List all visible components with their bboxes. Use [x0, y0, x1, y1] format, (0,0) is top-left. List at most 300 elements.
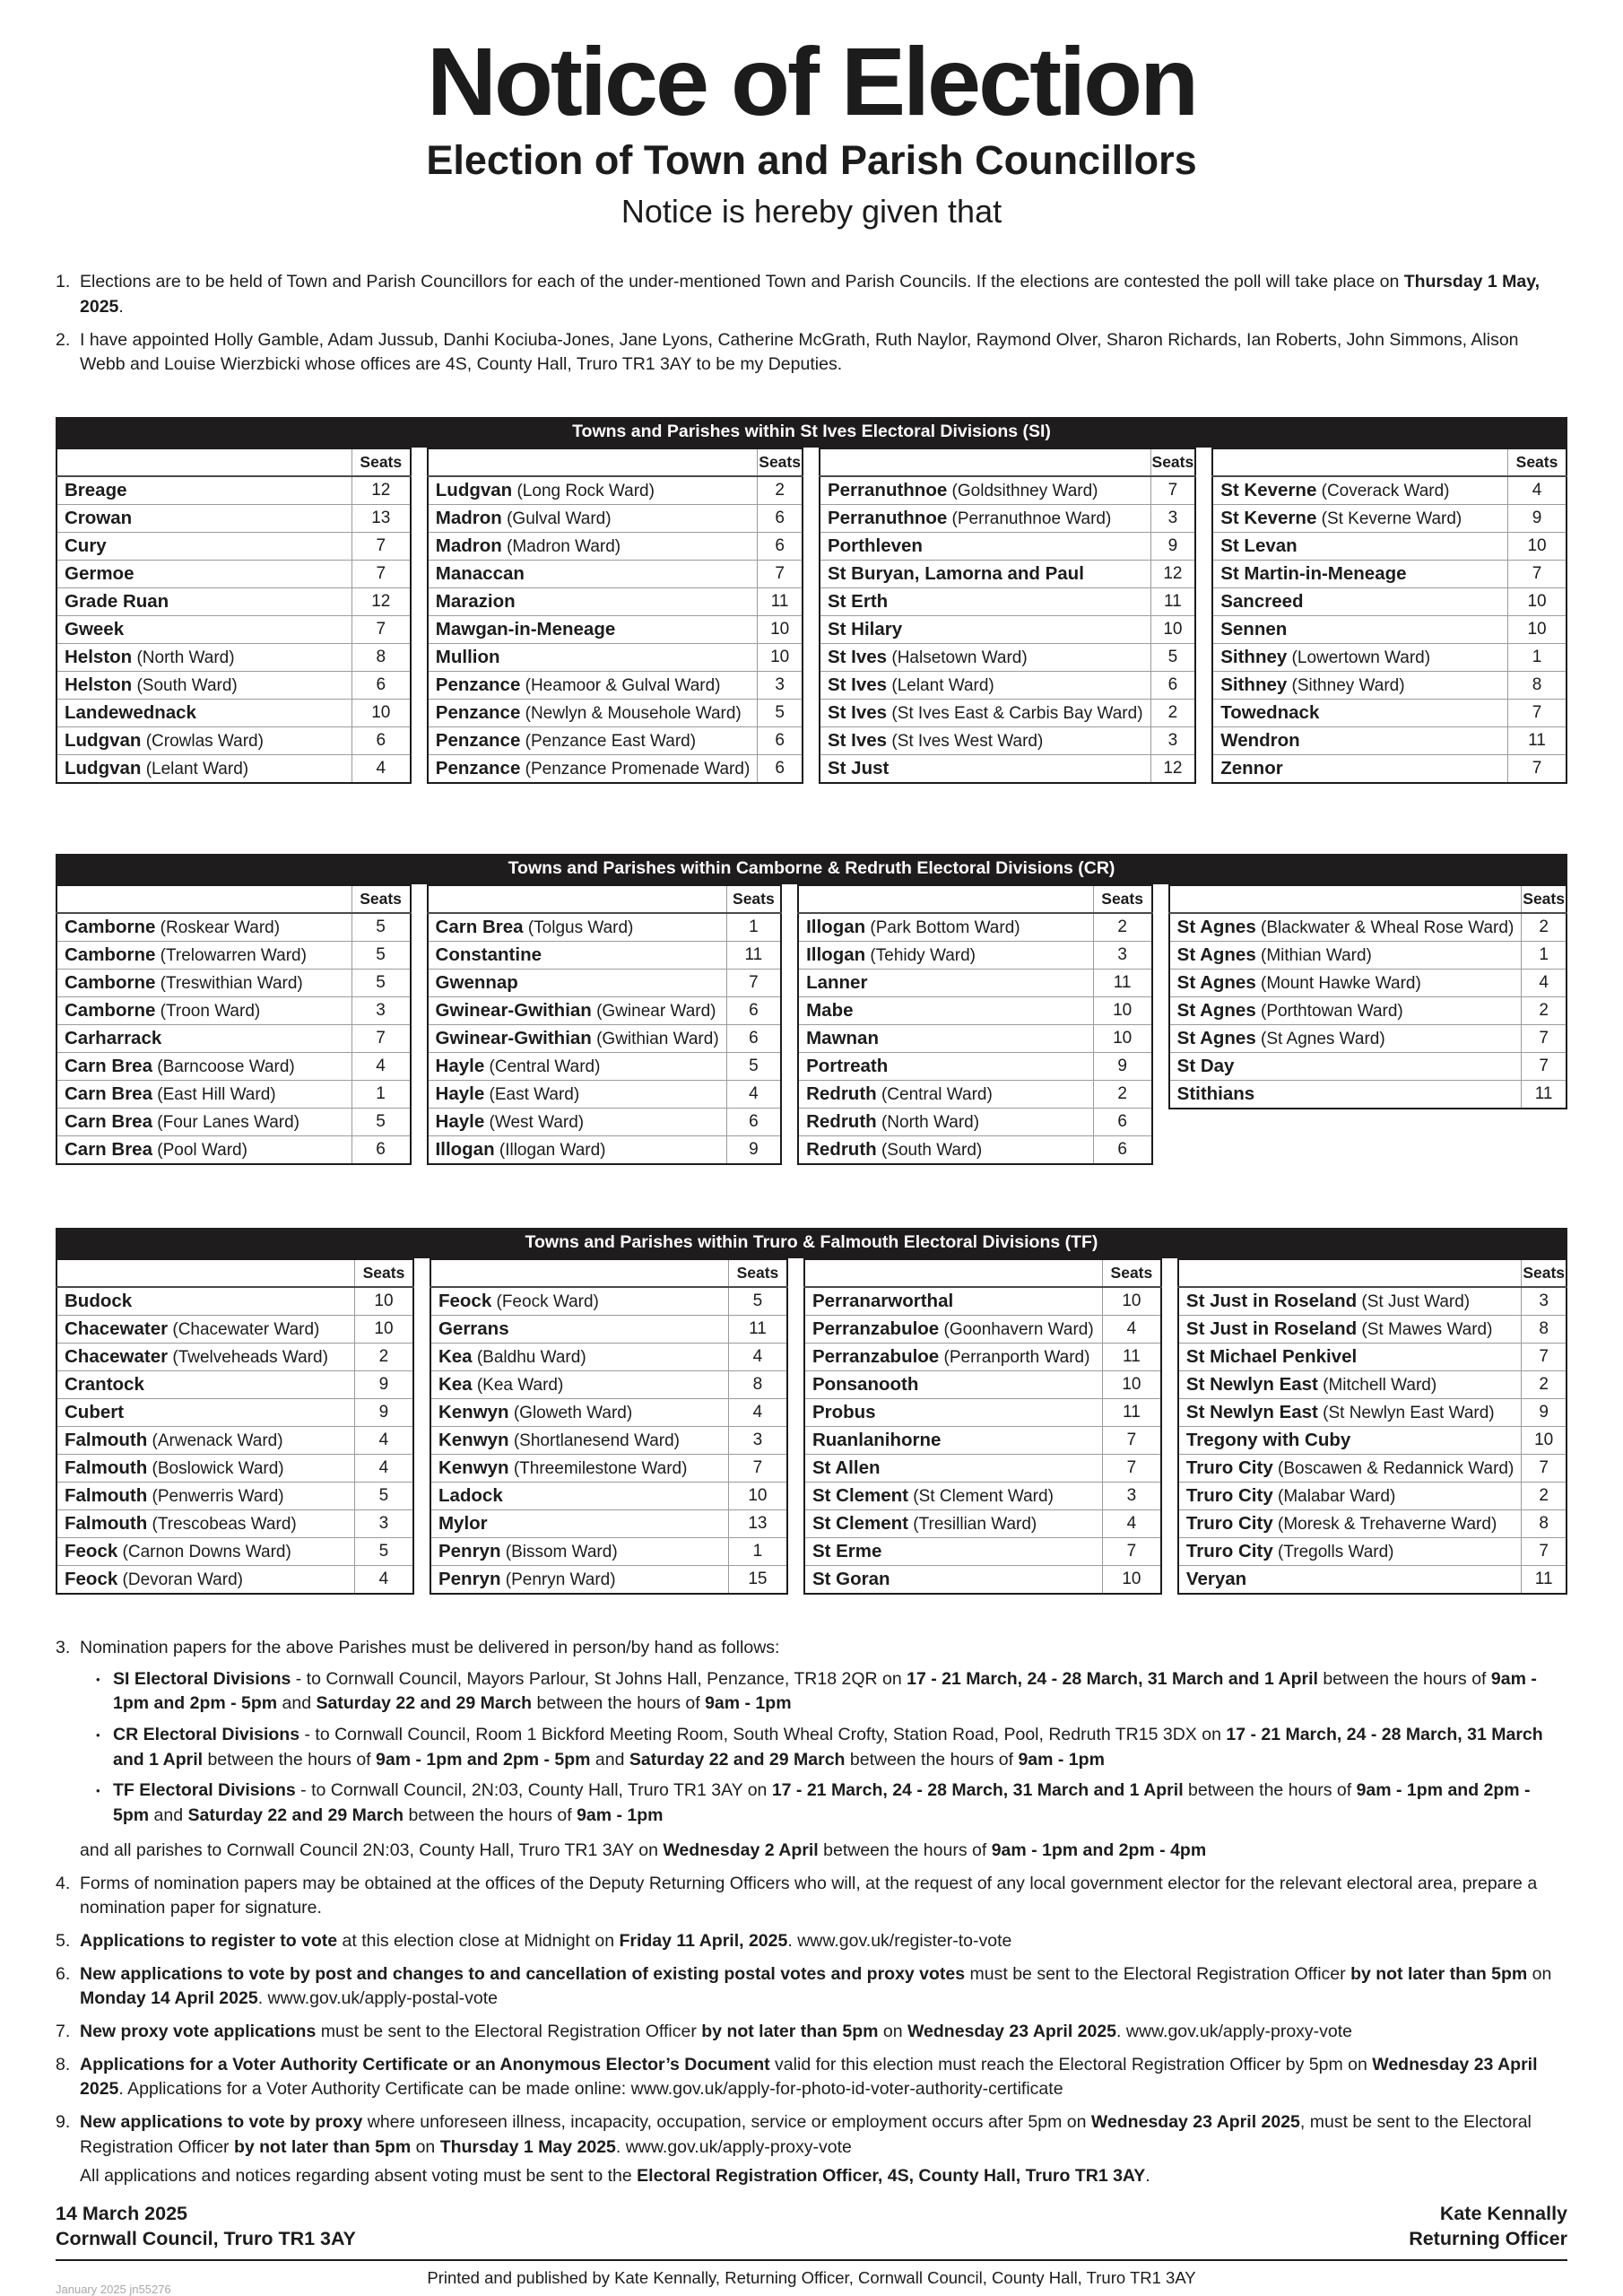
- seats-count: 9: [1508, 505, 1567, 533]
- seats-count: 7: [1522, 1455, 1567, 1483]
- parish-name: Camborne: [65, 917, 156, 937]
- parish-name: St Erme: [812, 1541, 882, 1561]
- seats-count: 10: [1093, 997, 1152, 1025]
- ward-name: (Gulval Ward): [501, 509, 612, 528]
- seats-count: 6: [758, 505, 803, 533]
- seats-count: 10: [354, 1316, 413, 1344]
- ward-name: (Boscawen & Redannick Ward): [1272, 1459, 1515, 1478]
- parish-column-header: [1212, 448, 1507, 476]
- seats-count: 4: [352, 1053, 411, 1081]
- seats-count: 7: [1150, 476, 1195, 505]
- seats-count: 6: [726, 1109, 781, 1136]
- seats-count: 9: [1093, 1053, 1152, 1081]
- parish-name: Ponsanooth: [812, 1374, 919, 1395]
- ward-name: (Mitchell Ward): [1317, 1376, 1437, 1395]
- paragraph-6: [56, 1962, 1567, 2012]
- parish-name: St Newlyn East: [1185, 1374, 1318, 1395]
- ward-name: (Central Ward): [876, 1085, 993, 1104]
- seats-count: 10: [1508, 588, 1567, 616]
- ward-name: (Devoran Ward): [117, 1570, 243, 1589]
- ward-name: (Illogan Ward): [494, 1141, 606, 1160]
- seats-count: 3: [758, 672, 803, 700]
- seats-count: 7: [352, 561, 411, 588]
- ward-name: (Four Lanes Ward): [152, 1113, 300, 1132]
- seats-count: 9: [726, 1136, 781, 1165]
- parish-row: [428, 616, 803, 644]
- parish-name: Feock: [65, 1569, 118, 1589]
- paragraph-text: Nomination papers for the above Parishes must be delivered in person/by hand as follows:: [80, 1638, 780, 1657]
- parish-name: Perranzabuloe: [812, 1346, 940, 1367]
- ward-name: (Troon Ward): [155, 1002, 261, 1021]
- seats-count: 6: [726, 997, 781, 1025]
- parish-row: [56, 1510, 413, 1538]
- parish-name: Ruanlanihorne: [812, 1430, 942, 1450]
- seats-count: 7: [1522, 1053, 1567, 1081]
- seats-count: 5: [354, 1538, 413, 1566]
- st-ives-divisions-table: [56, 417, 1567, 784]
- parish-name: Kea: [438, 1374, 473, 1395]
- table-column-group: [803, 1258, 1162, 1595]
- parish-row: [428, 561, 803, 588]
- seats-count: 5: [352, 913, 411, 942]
- parish-row: [798, 997, 1152, 1025]
- parish-name: Illogan: [806, 917, 866, 937]
- parish-name: St Goran: [812, 1569, 890, 1589]
- parish-row: [1178, 1316, 1567, 1344]
- ward-name: (Tehidy Ward): [865, 946, 976, 965]
- parish-row: [428, 505, 803, 533]
- ward-name: (Twelveheads Ward): [168, 1348, 328, 1367]
- ward-name: (Perranporth Ward): [939, 1348, 1090, 1367]
- ward-name: (Gwinear Ward): [591, 1002, 716, 1021]
- paragraph-1: [56, 270, 1567, 319]
- paragraph-text: Applications to register to vote at this election close at Midnight on Friday 11 April, 2025. www.gov.uk/register-to-vote: [80, 1930, 1012, 1951]
- parish-row: [430, 1427, 787, 1455]
- parish-name: Kenwyn: [438, 1402, 509, 1422]
- paragraph-5: [56, 1929, 1567, 1954]
- parish-row: [1169, 1025, 1567, 1053]
- parish-column-header: [56, 885, 352, 913]
- table-column-group: [427, 448, 803, 784]
- ward-name: (South Ward): [132, 676, 238, 695]
- parish-name: Illogan: [435, 1139, 495, 1160]
- table-title: Towns and Parishes within Camborne & Redruth Electoral Divisions (CR): [56, 854, 1567, 884]
- parish-row: [1212, 476, 1567, 505]
- parish-name: St Keverne: [1220, 508, 1317, 528]
- parish-row: [1212, 755, 1567, 784]
- parish-name: Falmouth: [65, 1457, 148, 1478]
- parish-name: Grade Ruan: [65, 591, 169, 612]
- parish-name: Hayle: [435, 1056, 485, 1076]
- ward-name: (Carnon Downs Ward): [117, 1543, 291, 1561]
- paragraph-text: New applications to vote by proxy where unforeseen illness, incapacity, occupation, service or employment occurs after 5pm on Wednesday 23 April 2025, must be sent to the Electoral Registration Officer by not later than 5pm on Thursday 1 May 2025. www.gov.uk/apply-proxy-vote: [80, 2112, 1532, 2157]
- parish-name: Tregony with Cuby: [1185, 1430, 1351, 1450]
- parish-row: [1169, 970, 1567, 997]
- ward-name: (Threemilestone Ward): [508, 1459, 688, 1478]
- parish-seats-table: [1168, 884, 1567, 1109]
- bullet-text: TF Electoral Divisions - to Cornwall Council, 2N:03, County Hall, Truro TR1 3AY on 17 - 21 March, 24 - 28 March, 31 March and 1 April between the hours of 9am - 1pm and 2pm - 5pm and Saturday 22 and 29 March between the hours of 9am - 1pm: [113, 1780, 1531, 1826]
- parish-name: St Agnes: [1176, 1028, 1256, 1048]
- seats-count: 7: [1102, 1427, 1161, 1455]
- parish-row: [430, 1483, 787, 1510]
- parish-name: Camborne: [65, 972, 156, 993]
- parish-seats-table: [427, 884, 783, 1165]
- parish-name: Camborne: [65, 1000, 156, 1021]
- bullet-text: CR Electoral Divisions - to Cornwall Council, Room 1 Bickford Meeting Room, South Wheal Crofty, Station Road, Pool, Redruth TR15 3DX on 17 - 21 March, 24 - 28 March, 31 March and 1 April between the hours of 9am - 1pm and 2pm - 5pm and Saturday 22 and 29 March between the hours of 9am - 1pm: [113, 1725, 1543, 1770]
- seats-count: 4: [352, 755, 411, 784]
- parish-name: Truro City: [1185, 1513, 1273, 1534]
- parish-row: [1169, 997, 1567, 1025]
- parish-row: [804, 1287, 1161, 1316]
- parish-row: [56, 1053, 411, 1081]
- ward-name: (Treswithian Ward): [155, 974, 303, 993]
- seats-count: 6: [726, 1025, 781, 1053]
- parish-row: [1212, 644, 1567, 672]
- parish-row: [56, 1287, 413, 1316]
- seats-column-header: Seats: [728, 1259, 787, 1287]
- parish-row: [430, 1510, 787, 1538]
- bullet-cr-divisions: [96, 1723, 1567, 1772]
- seats-count: 8: [1522, 1316, 1567, 1344]
- ward-name: (Penzance Promenade Ward): [520, 760, 751, 778]
- parish-name: Kea: [438, 1346, 473, 1367]
- parish-row: [428, 588, 803, 616]
- parish-row: [804, 1455, 1161, 1483]
- parish-row: [430, 1287, 787, 1316]
- seats-count: 10: [1102, 1566, 1161, 1595]
- paragraph-number: 2.: [56, 329, 71, 350]
- parish-name: Mawgan-in-Meneage: [435, 619, 616, 639]
- returning-officer-role: Returning Officer: [1409, 2228, 1567, 2249]
- parish-name: St Agnes: [1176, 944, 1256, 965]
- returning-officer-name: Kate Kennally: [1439, 2203, 1567, 2225]
- ward-name: (Coverack Ward): [1316, 482, 1450, 500]
- parish-column-header: [804, 1259, 1102, 1287]
- parish-row: [804, 1427, 1161, 1455]
- parish-name: Helston: [65, 647, 133, 667]
- table-column-group: [430, 1258, 788, 1595]
- parish-row: [56, 1399, 413, 1427]
- paragraph-8: [56, 2053, 1567, 2102]
- parish-row: [56, 672, 411, 700]
- seats-count: 9: [1522, 1399, 1567, 1427]
- parish-row: [820, 644, 1195, 672]
- parish-name: Falmouth: [65, 1485, 148, 1506]
- parish-seats-table: [56, 1258, 414, 1595]
- table-column-group: [56, 884, 412, 1165]
- parish-row: [1178, 1371, 1567, 1399]
- seats-count: 4: [1508, 476, 1567, 505]
- seats-count: 4: [728, 1399, 787, 1427]
- parish-name: Kenwyn: [438, 1430, 509, 1450]
- ward-name: (East Hill Ward): [152, 1085, 276, 1104]
- parish-row: [820, 672, 1195, 700]
- parish-name: Mawnan: [806, 1028, 879, 1048]
- bullet-icon: •: [96, 1728, 100, 1743]
- seats-count: 4: [728, 1344, 787, 1371]
- seats-column-header: Seats: [352, 448, 411, 476]
- ward-name: (Sithney Ward): [1287, 676, 1405, 695]
- parish-name: St Ives: [827, 730, 888, 751]
- parish-row: [430, 1371, 787, 1399]
- seats-count: 10: [352, 700, 411, 727]
- ward-name: (Penzance East Ward): [520, 732, 697, 751]
- parish-name: Porthleven: [827, 535, 923, 556]
- parish-row: [56, 700, 411, 727]
- parish-name: Helston: [65, 674, 133, 695]
- seats-column-header: Seats: [1522, 1259, 1567, 1287]
- paragraph-2: [56, 328, 1567, 378]
- parish-name: Penzance: [435, 702, 521, 723]
- seats-count: 10: [1508, 616, 1567, 644]
- ward-name: (Central Ward): [484, 1057, 601, 1076]
- parish-name: Sennen: [1220, 619, 1288, 639]
- ward-name: (West Ward): [484, 1113, 585, 1132]
- parish-name: Perranarworthal: [812, 1291, 954, 1311]
- parish-row: [56, 505, 411, 533]
- seats-count: 4: [354, 1566, 413, 1595]
- ward-name: (Goldsithney Ward): [947, 482, 1098, 500]
- parish-row: [428, 1081, 782, 1109]
- table-body: [56, 884, 1567, 1165]
- parish-row: [56, 588, 411, 616]
- ward-name: (Mithian Ward): [1255, 946, 1372, 965]
- parish-row: [798, 913, 1152, 942]
- parish-row: [1178, 1399, 1567, 1427]
- parish-name: Falmouth: [65, 1513, 148, 1534]
- parish-row: [56, 1136, 411, 1165]
- parish-name: Marazion: [435, 591, 516, 612]
- seats-count: 7: [1102, 1538, 1161, 1566]
- seats-count: 12: [1150, 755, 1195, 784]
- parish-name: Sancreed: [1220, 591, 1304, 612]
- seats-count: 6: [352, 1136, 411, 1165]
- paragraph-text: Elections are to be held of Town and Parish Councillors for each of the under-mentioned Town and Parish Councils. If the elections are contested the poll will take place on Thursday 1 May, 2025.: [80, 272, 1541, 317]
- parish-name: Chacewater: [65, 1346, 169, 1367]
- seats-count: 10: [758, 616, 803, 644]
- seats-count: 7: [726, 970, 781, 997]
- parish-row: [56, 644, 411, 672]
- table-body: [56, 448, 1567, 784]
- ward-name: (South Ward): [876, 1141, 983, 1160]
- seats-count: 11: [1093, 970, 1152, 997]
- parish-row: [430, 1399, 787, 1427]
- seats-count: 5: [352, 942, 411, 970]
- parish-row: [798, 1053, 1152, 1081]
- ward-name: (Moresk & Trehaverne Ward): [1272, 1515, 1497, 1534]
- parish-name: Kenwyn: [438, 1457, 509, 1478]
- seats-count: 10: [1093, 1025, 1152, 1053]
- ward-name: (Bissom Ward): [500, 1543, 618, 1561]
- parish-row: [430, 1316, 787, 1344]
- seats-count: 11: [1102, 1344, 1161, 1371]
- parish-name: Wendron: [1220, 730, 1300, 751]
- paragraph-text: New proxy vote applications must be sent to the Electoral Registration Officer by not later than 5pm on Wednesday 23 April 2025. www.gov.uk/apply-proxy-vote: [80, 2021, 1353, 2041]
- seats-column-header: Seats: [1102, 1259, 1161, 1287]
- bullet-icon: •: [96, 1784, 100, 1798]
- truro-falmouth-divisions-table: [56, 1228, 1567, 1595]
- parish-name: Cury: [65, 535, 107, 556]
- parish-row: [56, 1025, 411, 1053]
- seats-count: 2: [1522, 1371, 1567, 1399]
- ward-name: (Pool Ward): [152, 1141, 247, 1160]
- parish-name: Ladock: [438, 1485, 503, 1506]
- ward-name: (Porthtowan Ward): [1255, 1002, 1403, 1021]
- parish-row: [428, 970, 782, 997]
- ward-name: (Heamoor & Gulval Ward): [520, 676, 721, 695]
- parish-seats-table: [803, 1258, 1162, 1595]
- ward-name: (St Keverne Ward): [1316, 509, 1462, 528]
- parish-name: Redruth: [806, 1111, 877, 1132]
- ward-name: (Chacewater Ward): [168, 1320, 320, 1339]
- parish-row: [804, 1510, 1161, 1538]
- parish-row: [1212, 616, 1567, 644]
- parish-name: St Agnes: [1176, 972, 1256, 993]
- parish-name: St Hilary: [827, 619, 903, 639]
- parish-row: [56, 1455, 413, 1483]
- parish-row: [820, 533, 1195, 561]
- seats-count: 4: [1102, 1510, 1161, 1538]
- seats-count: 1: [1508, 644, 1567, 672]
- seats-count: 3: [1102, 1483, 1161, 1510]
- paragraph-3: [56, 1636, 1567, 1864]
- seats-count: 11: [1508, 727, 1567, 755]
- paragraph-text: Forms of nomination papers may be obtained at the offices of the Deputy Returning Officers who will, at the request of any local government elector for the relevant electoral area, prepare a nomination paper for signature.: [80, 1873, 1538, 1918]
- parish-row: [428, 533, 803, 561]
- ward-name: (Feock Ward): [491, 1292, 599, 1311]
- seats-count: 2: [758, 476, 803, 505]
- table-column-group: [56, 448, 412, 784]
- seats-count: 7: [352, 533, 411, 561]
- seats-column-header: Seats: [758, 448, 803, 476]
- parish-row: [820, 561, 1195, 588]
- parish-seats-table: [1177, 1258, 1567, 1595]
- seats-count: 7: [352, 1025, 411, 1053]
- parish-row: [1178, 1427, 1567, 1455]
- parish-row: [798, 1109, 1152, 1136]
- seats-column-header: Seats: [726, 885, 781, 913]
- seats-count: 4: [354, 1427, 413, 1455]
- seats-count: 1: [352, 1081, 411, 1109]
- parish-row: [1169, 1081, 1567, 1109]
- parish-name: Mabe: [806, 1000, 854, 1021]
- parish-column-header: [820, 448, 1150, 476]
- notice-date: 14 March 2025: [56, 2203, 188, 2225]
- table-column-group: [797, 884, 1153, 1165]
- parish-name: Hayle: [435, 1083, 485, 1104]
- seats-count: 2: [1522, 997, 1567, 1025]
- seats-count: 6: [1093, 1109, 1152, 1136]
- seats-count: 2: [1093, 913, 1152, 942]
- parish-row: [428, 1053, 782, 1081]
- parish-name: St Martin-in-Meneage: [1220, 563, 1407, 584]
- ward-name: (Gwithian Ward): [591, 1030, 719, 1048]
- parish-name: St Clement: [812, 1513, 909, 1534]
- council-address: Cornwall Council, Truro TR1 3AY: [56, 2228, 356, 2249]
- seats-count: 7: [352, 616, 411, 644]
- table-column-group: [427, 884, 783, 1165]
- ward-name: (Long Rock Ward): [512, 482, 655, 500]
- parish-row: [804, 1344, 1161, 1371]
- seats-count: 11: [1102, 1399, 1161, 1427]
- parish-name: Carn Brea: [65, 1111, 152, 1132]
- parish-row: [804, 1399, 1161, 1427]
- paragraph-number: 5.: [56, 1930, 71, 1951]
- ward-name: (Mount Hawke Ward): [1255, 974, 1421, 993]
- paragraph-text: Applications for a Voter Authority Certificate or an Anonymous Elector’s Document valid for this election must reach the Electoral Registration Officer by 5pm on Wednesday 23 April 2025. Applications for a Voter Authority Certificate can be made online: www.gov.uk/apply-for-photo-id-voter-authority-certificate: [80, 2054, 1538, 2100]
- seats-count: 3: [1093, 942, 1152, 970]
- parish-name: Redruth: [806, 1139, 877, 1160]
- paragraph-number: 6.: [56, 1963, 71, 1984]
- ward-name: (Trelowarren Ward): [155, 946, 307, 965]
- parish-seats-table: [430, 1258, 788, 1595]
- seats-count: 11: [1522, 1081, 1567, 1109]
- parish-name: Crowan: [65, 508, 133, 528]
- seats-count: 10: [1522, 1427, 1567, 1455]
- parish-name: Portreath: [806, 1056, 889, 1076]
- parish-row: [428, 644, 803, 672]
- parish-row: [1212, 505, 1567, 533]
- parish-name: Madron: [435, 508, 502, 528]
- parish-name: St Ives: [827, 647, 888, 667]
- seats-column-header: Seats: [352, 885, 411, 913]
- absent-voting-note: All applications and notices regarding absent voting must be sent to the Electoral Registration Officer, 4S, County Hall, Truro TR1 3AY.: [80, 2166, 1150, 2187]
- ward-name: (Boslowick Ward): [147, 1459, 284, 1478]
- ward-name: (Park Bottom Ward): [865, 918, 1020, 937]
- paragraph-number: 7.: [56, 2021, 71, 2041]
- parish-name: Chacewater: [65, 1318, 169, 1339]
- parish-name: Sithney: [1220, 647, 1288, 667]
- parish-row: [56, 616, 411, 644]
- parish-row: [56, 1109, 411, 1136]
- print-reference: January 2025 jn55276: [56, 2282, 171, 2296]
- seats-count: 8: [1522, 1510, 1567, 1538]
- seats-count: 3: [1522, 1287, 1567, 1316]
- parish-name: Carharrack: [65, 1028, 162, 1048]
- seats-count: 6: [758, 755, 803, 784]
- parish-name: Perranuthnoe: [827, 508, 948, 528]
- ward-name: (Penwerris Ward): [147, 1487, 284, 1506]
- ward-name: (St Mawes Ward): [1357, 1320, 1493, 1339]
- parish-row: [1169, 942, 1567, 970]
- seats-count: 15: [728, 1566, 787, 1595]
- parish-row: [428, 942, 782, 970]
- parish-row: [804, 1566, 1161, 1595]
- parish-row: [1212, 700, 1567, 727]
- parish-name: St Allen: [812, 1457, 881, 1478]
- seats-count: 6: [758, 533, 803, 561]
- parish-name: Illogan: [806, 944, 866, 965]
- parish-seats-table: [819, 448, 1196, 784]
- parish-seats-table: [427, 448, 803, 784]
- parish-name: Stithians: [1176, 1083, 1255, 1104]
- seats-column-header: Seats: [1150, 448, 1195, 476]
- seats-count: 7: [728, 1455, 787, 1483]
- parish-name: St Michael Penkivel: [1185, 1346, 1358, 1367]
- ward-name: (Blackwater & Wheal Rose Ward): [1255, 918, 1515, 937]
- seats-count: 10: [758, 644, 803, 672]
- seats-count: 2: [354, 1344, 413, 1371]
- parish-row: [1212, 672, 1567, 700]
- parish-name: Gwinear-Gwithian: [435, 1000, 592, 1021]
- seats-count: 4: [1522, 970, 1567, 997]
- seats-count: 5: [352, 1109, 411, 1136]
- seats-count: 6: [1093, 1136, 1152, 1165]
- parish-row: [428, 1109, 782, 1136]
- ward-name: (Tresillian Ward): [908, 1515, 1037, 1534]
- parish-column-header: [798, 885, 1093, 913]
- seats-count: 11: [1150, 588, 1195, 616]
